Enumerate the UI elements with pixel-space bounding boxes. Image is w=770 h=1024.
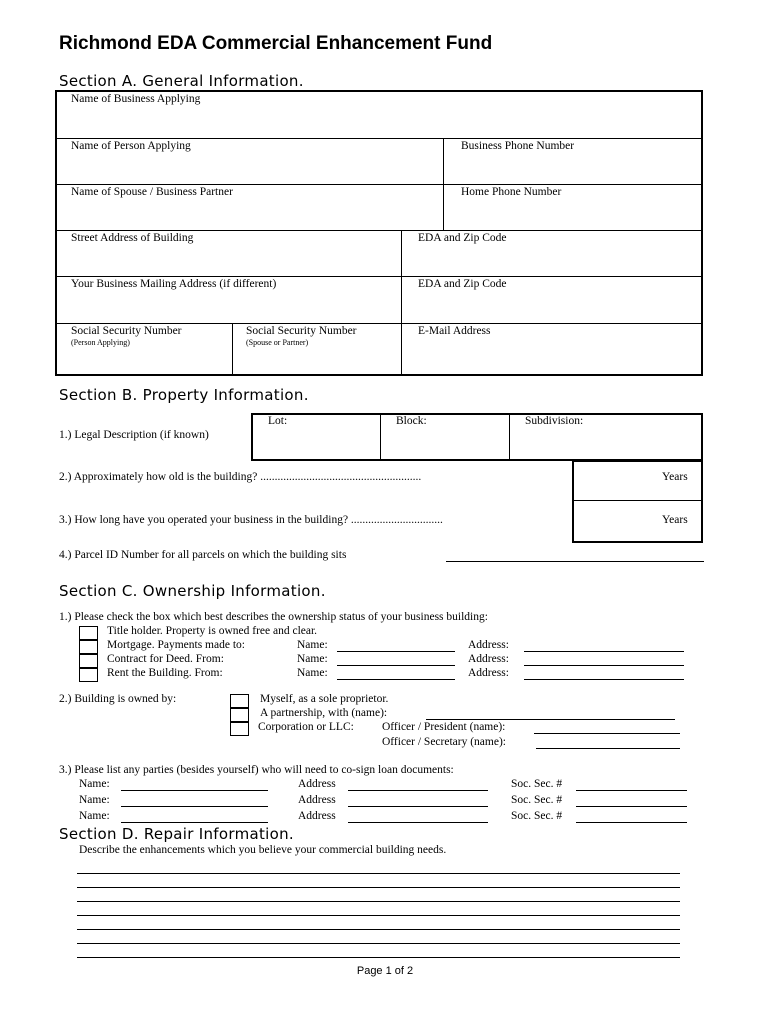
repair-line-6[interactable] [77, 943, 680, 944]
repair-prompt: Describe the enhancements which you believe your commercial building needs. [79, 844, 447, 856]
ssn-spouse-note: (Spouse or Partner) [246, 338, 309, 347]
mortgage-address-label: Address: [468, 639, 509, 651]
cosign-ssn-label-1: Soc. Sec. # [511, 778, 563, 790]
section-d-heading: Section D. Repair Information. [59, 825, 294, 843]
repair-line-2[interactable] [77, 887, 680, 888]
building-age-years[interactable]: Years [662, 471, 688, 483]
operated-years[interactable]: Years [662, 514, 688, 526]
cosign-ssn-line-3[interactable] [576, 822, 687, 823]
rent-name-line[interactable] [337, 679, 455, 680]
parcel-id-label: 4.) Parcel ID Number for all parcels on which the building sits [59, 549, 347, 561]
cosign-name-label-3: Name: [79, 810, 110, 822]
cosign-name-label-2: Name: [79, 794, 110, 806]
cosign-address-label-1: Address [298, 778, 336, 790]
officer-secretary-label: Officer / Secretary (name): [382, 736, 506, 748]
contract-checkbox[interactable] [79, 654, 98, 668]
page-title: Richmond EDA Commercial Enhancement Fund [59, 33, 493, 54]
officer-president-line[interactable] [534, 733, 680, 734]
contract-address-label: Address: [468, 653, 509, 665]
operated-years-label: 3.) How long have you operated your business in the building? ................................ [59, 514, 443, 526]
section-b-heading: Section B. Property Information. [59, 386, 309, 404]
section-c-heading: Section C. Ownership Information. [59, 582, 326, 600]
page-number: Page 1 of 2 [356, 965, 414, 977]
business-name-field[interactable]: Name of Business Applying [71, 93, 201, 105]
legal-description-box [251, 413, 703, 461]
building-age-label: 2.) Approximately how old is the building? ........................................................ [59, 471, 422, 483]
rent-address-label: Address: [468, 667, 509, 679]
lot-field[interactable]: Lot: [268, 415, 288, 427]
cosign-ssn-line-1[interactable] [576, 790, 687, 791]
corporation-checkbox[interactable] [230, 722, 249, 736]
mortgage-checkbox[interactable] [79, 640, 98, 654]
sole-proprietor-checkbox[interactable] [230, 694, 249, 708]
partnership-name-line[interactable] [426, 719, 675, 720]
email-field[interactable]: E-Mail Address [418, 325, 491, 337]
cosign-address-line-1[interactable] [348, 790, 488, 791]
cosign-name-label-1: Name: [79, 778, 110, 790]
owned-by-label: 2.) Building is owned by: [59, 693, 177, 705]
cosign-address-label-3: Address [298, 810, 336, 822]
repair-line-4[interactable] [77, 915, 680, 916]
mortgage-address-line[interactable] [524, 651, 684, 652]
repair-line-1[interactable] [77, 873, 680, 874]
person-name-field[interactable]: Name of Person Applying [71, 140, 191, 152]
cosign-address-label-2: Address [298, 794, 336, 806]
cosign-name-line-2[interactable] [121, 806, 268, 807]
contract-label: Contract for Deed. From: [107, 653, 224, 665]
cosign-name-line-1[interactable] [121, 790, 268, 791]
corporation-label: Corporation or LLC: [258, 721, 354, 733]
mailing-address-field[interactable]: Your Business Mailing Address (if different) [71, 278, 277, 290]
rent-label: Rent the Building. From: [107, 667, 223, 679]
cosign-question: 3.) Please list any parties (besides yourself) who will need to co-sign loan documents: [59, 764, 454, 776]
contract-name-label: Name: [297, 653, 328, 665]
cosign-ssn-line-2[interactable] [576, 806, 687, 807]
repair-line-5[interactable] [77, 929, 680, 930]
spouse-name-field[interactable]: Name of Spouse / Business Partner [71, 186, 233, 198]
rent-name-label: Name: [297, 667, 328, 679]
rent-checkbox[interactable] [79, 668, 98, 682]
business-phone-field[interactable]: Business Phone Number [461, 140, 575, 152]
repair-line-3[interactable] [77, 901, 680, 902]
mortgage-name-label: Name: [297, 639, 328, 651]
cosign-ssn-label-3: Soc. Sec. # [511, 810, 563, 822]
block-field[interactable]: Block: [396, 415, 427, 427]
title-holder-label: Title holder. Property is owned free and clear. [107, 625, 318, 637]
street-address-field[interactable]: Street Address of Building [71, 232, 194, 244]
ownership-question: 1.) Please check the box which best describes the ownership status of your business building: [59, 611, 488, 623]
sole-proprietor-label: Myself, as a sole proprietor. [260, 693, 389, 705]
parcel-id-line[interactable] [446, 561, 704, 562]
mortgage-label: Mortgage. Payments made to: [107, 639, 245, 651]
cosign-address-line-3[interactable] [348, 822, 488, 823]
ssn-person-field[interactable]: Social Security Number [71, 325, 182, 337]
cosign-address-line-2[interactable] [348, 806, 488, 807]
repair-line-7[interactable] [77, 957, 680, 958]
officer-president-label: Officer / President (name): [382, 721, 506, 733]
eda-zip-field-2[interactable]: EDA and Zip Code [418, 278, 507, 290]
section-a-heading: Section A. General Information. [59, 72, 304, 90]
cosign-ssn-label-2: Soc. Sec. # [511, 794, 563, 806]
partnership-label: A partnership, with (name): [260, 707, 388, 719]
rent-address-line[interactable] [524, 679, 684, 680]
officer-secretary-line[interactable] [536, 748, 680, 749]
title-holder-checkbox[interactable] [79, 626, 98, 640]
home-phone-field[interactable]: Home Phone Number [461, 186, 562, 198]
legal-description-label: 1.) Legal Description (if known) [59, 429, 209, 441]
ssn-spouse-field[interactable]: Social Security Number [246, 325, 357, 337]
contract-address-line[interactable] [524, 665, 684, 666]
ssn-person-note: (Person Applying) [71, 338, 130, 347]
partnership-checkbox[interactable] [230, 708, 249, 722]
subdivision-field[interactable]: Subdivision: [525, 415, 584, 427]
cosign-name-line-3[interactable] [121, 822, 268, 823]
eda-zip-field-1[interactable]: EDA and Zip Code [418, 232, 507, 244]
contract-name-line[interactable] [337, 665, 455, 666]
mortgage-name-line[interactable] [337, 651, 455, 652]
